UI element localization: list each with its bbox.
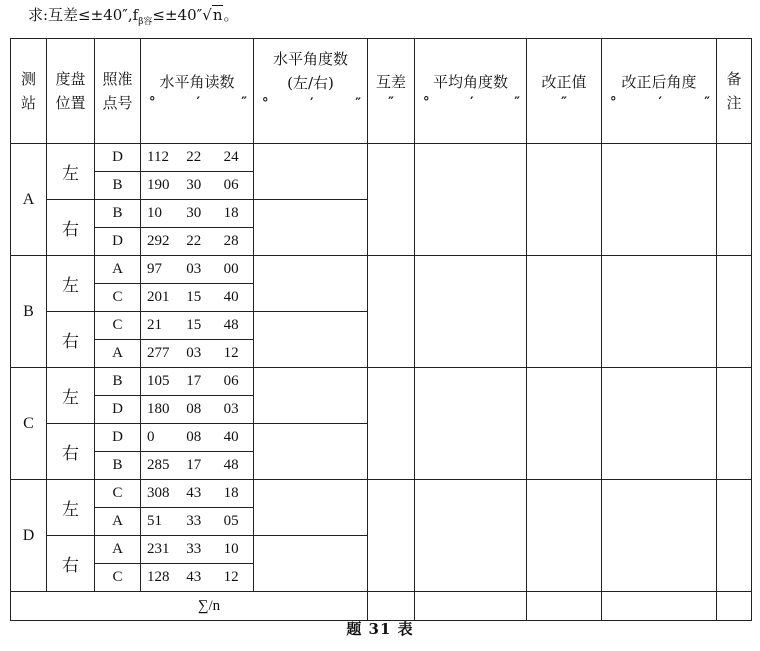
diff-cell <box>368 256 415 368</box>
reading-sec: 10 <box>223 541 239 557</box>
reading-min: 43 <box>186 485 202 501</box>
reading-sec: 40 <box>223 429 239 445</box>
reading-sec: 48 <box>223 457 239 473</box>
reading-value <box>141 401 253 418</box>
reading-min: 15 <box>186 317 202 333</box>
reading-min: 22 <box>186 233 202 249</box>
reading-sec: 40 <box>223 289 239 305</box>
reading-cell <box>141 536 254 564</box>
corrected-cell <box>602 368 717 480</box>
reading-sec: 03 <box>223 401 239 417</box>
half-angle-cell <box>254 312 368 368</box>
half-angle-cell <box>254 536 368 592</box>
reading-sec: 05 <box>223 513 239 529</box>
unit-minute: ′ <box>310 96 314 111</box>
reading-value <box>141 513 253 530</box>
reading-deg: 128 <box>147 569 170 585</box>
unit-minute: ′ <box>196 95 201 110</box>
reading-min: 08 <box>186 401 202 417</box>
header-half-angle <box>254 39 368 144</box>
remark-cell <box>717 144 752 256</box>
reading-min: 15 <box>186 289 202 305</box>
reading-cell <box>141 480 254 508</box>
header-correction <box>527 39 602 144</box>
half-angle-cell <box>254 368 368 424</box>
target-point-cell: C <box>95 312 141 340</box>
header-diff <box>368 39 415 144</box>
reading-cell <box>141 452 254 480</box>
observation-row <box>11 368 752 396</box>
correction-cell <box>527 368 602 480</box>
reading-min: 30 <box>186 205 202 221</box>
reading-deg: 21 <box>147 317 162 333</box>
target-point-cell: A <box>95 536 141 564</box>
target-point-cell: A <box>95 256 141 284</box>
reading-sec: 28 <box>223 233 239 249</box>
half-angle-cell <box>254 144 368 200</box>
corrected-cell <box>602 144 717 256</box>
reading-cell <box>141 144 254 172</box>
mean-cell <box>415 144 527 256</box>
header-diff-title: 互差 <box>375 73 406 91</box>
reading-min: 43 <box>186 569 202 585</box>
sum-remark-cell <box>717 592 752 621</box>
correction-cell <box>527 480 602 592</box>
reading-min: 30 <box>186 177 202 193</box>
table-caption: 题 31 表 <box>346 620 414 638</box>
target-point-cell: A <box>95 508 141 536</box>
reading-min: 17 <box>186 457 202 473</box>
target-point-cell: C <box>95 284 141 312</box>
requirement-subscript: β容 <box>138 17 153 27</box>
header-mean-title: 平均角度数 <box>432 73 508 91</box>
unit-degree: ° <box>610 95 617 110</box>
target-point-cell: D <box>95 396 141 424</box>
summary-row <box>11 592 752 621</box>
face-cell-left: 左 <box>47 144 95 200</box>
header-remark-line1: 备 <box>726 70 742 88</box>
target-point-cell: D <box>95 144 141 172</box>
reading-deg: 0 <box>147 429 155 445</box>
reading-sec: 18 <box>223 205 239 221</box>
reading-cell <box>141 368 254 396</box>
reading-value <box>141 233 253 250</box>
target-point-cell: B <box>95 368 141 396</box>
reading-value <box>141 429 253 446</box>
reading-cell <box>141 200 254 228</box>
half-angle-cell <box>254 424 368 480</box>
unit-second: ″ <box>241 95 247 110</box>
observation-row <box>11 480 752 508</box>
reading-deg: 180 <box>147 401 170 417</box>
target-point-cell: B <box>95 200 141 228</box>
unit-second: ″ <box>704 95 710 110</box>
reading-deg: 190 <box>147 177 170 193</box>
requirement-prefix: 求:互差≤±40″,f <box>28 6 139 24</box>
header-face-line1: 度盘 <box>55 70 86 88</box>
header-corrected-title: 改正后角度 <box>621 73 697 91</box>
reading-value <box>141 541 253 558</box>
face-cell-right: 右 <box>47 536 95 592</box>
reading-deg: 51 <box>147 513 162 529</box>
header-target-line2: 点号 <box>102 94 133 112</box>
header-mean <box>415 39 527 144</box>
reading-deg: 201 <box>147 289 170 305</box>
header-reading <box>141 39 254 144</box>
unit-second: ″ <box>388 95 394 110</box>
header-face-line2: 位置 <box>55 94 86 112</box>
sum-corrected-cell <box>602 592 717 621</box>
reading-sec: 12 <box>223 569 239 585</box>
station-cell: B <box>11 256 47 368</box>
reading-deg: 277 <box>147 345 170 361</box>
header-reading-title: 水平角读数 <box>159 73 235 91</box>
requirement-line <box>28 2 239 28</box>
station-cell: C <box>11 368 47 480</box>
mean-cell <box>415 480 527 592</box>
mean-cell <box>415 368 527 480</box>
station-cell: D <box>11 480 47 592</box>
correction-cell <box>527 144 602 256</box>
reading-sec: 00 <box>223 261 239 277</box>
sum-mean-cell <box>415 592 527 621</box>
header-target <box>95 39 141 144</box>
corrected-cell <box>602 256 717 368</box>
target-point-cell: C <box>95 480 141 508</box>
reading-cell <box>141 228 254 256</box>
observation-row <box>11 256 752 284</box>
remark-cell <box>717 256 752 368</box>
reading-value <box>141 373 253 390</box>
unit-minute: ′ <box>658 95 663 110</box>
reading-value <box>141 485 253 502</box>
reading-cell <box>141 256 254 284</box>
reading-sec: 12 <box>223 345 239 361</box>
header-station-line1: 测 <box>20 70 36 88</box>
face-cell-right: 右 <box>47 200 95 256</box>
target-point-cell: B <box>95 172 141 200</box>
correction-cell <box>527 256 602 368</box>
observation-table <box>10 38 752 621</box>
reading-value <box>141 457 253 474</box>
reading-min: 08 <box>186 429 202 445</box>
reading-value <box>141 261 253 278</box>
reading-deg: 292 <box>147 233 170 249</box>
header-corrected <box>602 39 717 144</box>
reading-value <box>141 205 253 222</box>
reading-deg: 97 <box>147 261 162 277</box>
reading-value <box>141 345 253 362</box>
header-remark <box>717 39 752 144</box>
target-point-cell: D <box>95 228 141 256</box>
reading-value <box>141 177 253 194</box>
reading-deg: 105 <box>147 373 170 389</box>
remark-cell <box>717 368 752 480</box>
station-cell: A <box>11 144 47 256</box>
reading-deg: 285 <box>147 457 170 473</box>
header-correction-title: 改正值 <box>541 73 587 91</box>
reading-deg: 112 <box>147 149 169 165</box>
unit-second: ″ <box>514 95 520 110</box>
reading-sec: 24 <box>223 149 239 165</box>
reading-min: 22 <box>186 149 202 165</box>
reading-cell <box>141 424 254 452</box>
reading-cell <box>141 396 254 424</box>
face-cell-right: 右 <box>47 424 95 480</box>
reading-sec: 48 <box>223 317 239 333</box>
header-target-line1: 照准 <box>102 70 133 88</box>
reading-min: 33 <box>186 541 202 557</box>
diff-cell <box>368 368 415 480</box>
requirement-suffix: 。 <box>223 6 239 24</box>
reading-min: 33 <box>186 513 202 529</box>
target-point-cell: C <box>95 564 141 592</box>
header-face <box>47 39 95 144</box>
requirement-middle: ≤±40″ <box>152 6 203 24</box>
diff-cell <box>368 144 415 256</box>
header-station <box>11 39 47 144</box>
unit-degree: ° <box>149 95 156 110</box>
unit-second: ″ <box>561 95 567 110</box>
radical-sign: √ <box>202 6 212 24</box>
unit-degree: ° <box>262 96 269 111</box>
reading-value <box>141 569 253 586</box>
face-cell-right: 右 <box>47 312 95 368</box>
reading-cell <box>141 508 254 536</box>
header-half-angle-title: 水平角度数 <box>272 50 348 68</box>
target-point-cell: B <box>95 452 141 480</box>
face-cell-left: 左 <box>47 368 95 424</box>
corrected-cell <box>602 480 717 592</box>
reading-value <box>141 149 253 166</box>
reading-sec: 06 <box>223 177 239 193</box>
reading-cell <box>141 172 254 200</box>
diff-cell <box>368 480 415 592</box>
reading-sec: 18 <box>223 485 239 501</box>
unit-second: ″ <box>355 96 361 111</box>
face-cell-left: 左 <box>47 480 95 536</box>
half-angle-cell <box>254 200 368 256</box>
reading-min: 03 <box>186 345 202 361</box>
reading-cell <box>141 312 254 340</box>
half-angle-cell <box>254 256 368 312</box>
sum-diff-cell <box>368 592 415 621</box>
remark-cell <box>717 480 752 592</box>
reading-value <box>141 317 253 334</box>
reading-sec: 06 <box>223 373 239 389</box>
target-point-cell: D <box>95 424 141 452</box>
reading-min: 17 <box>186 373 202 389</box>
unit-degree: ° <box>423 95 430 110</box>
reading-deg: 308 <box>147 485 170 501</box>
unit-minute: ′ <box>470 95 474 110</box>
reading-cell <box>141 284 254 312</box>
header-remark-line2: 注 <box>726 94 742 112</box>
face-cell-left: 左 <box>47 256 95 312</box>
sum-correction-cell <box>527 592 602 621</box>
reading-value <box>141 289 253 306</box>
requirement-radicand: n <box>212 6 223 24</box>
reading-cell <box>141 340 254 368</box>
header-half-angle-sub: (左/右) <box>287 74 334 92</box>
reading-deg: 10 <box>147 205 162 221</box>
reading-cell <box>141 564 254 592</box>
half-angle-cell <box>254 480 368 536</box>
header-row <box>11 39 752 144</box>
target-point-cell: A <box>95 340 141 368</box>
observation-row <box>11 144 752 172</box>
reading-deg: 231 <box>147 541 170 557</box>
reading-min: 03 <box>186 261 202 277</box>
mean-cell <box>415 256 527 368</box>
summary-label: ∑/n <box>11 592 368 621</box>
header-station-line2: 站 <box>20 94 36 112</box>
